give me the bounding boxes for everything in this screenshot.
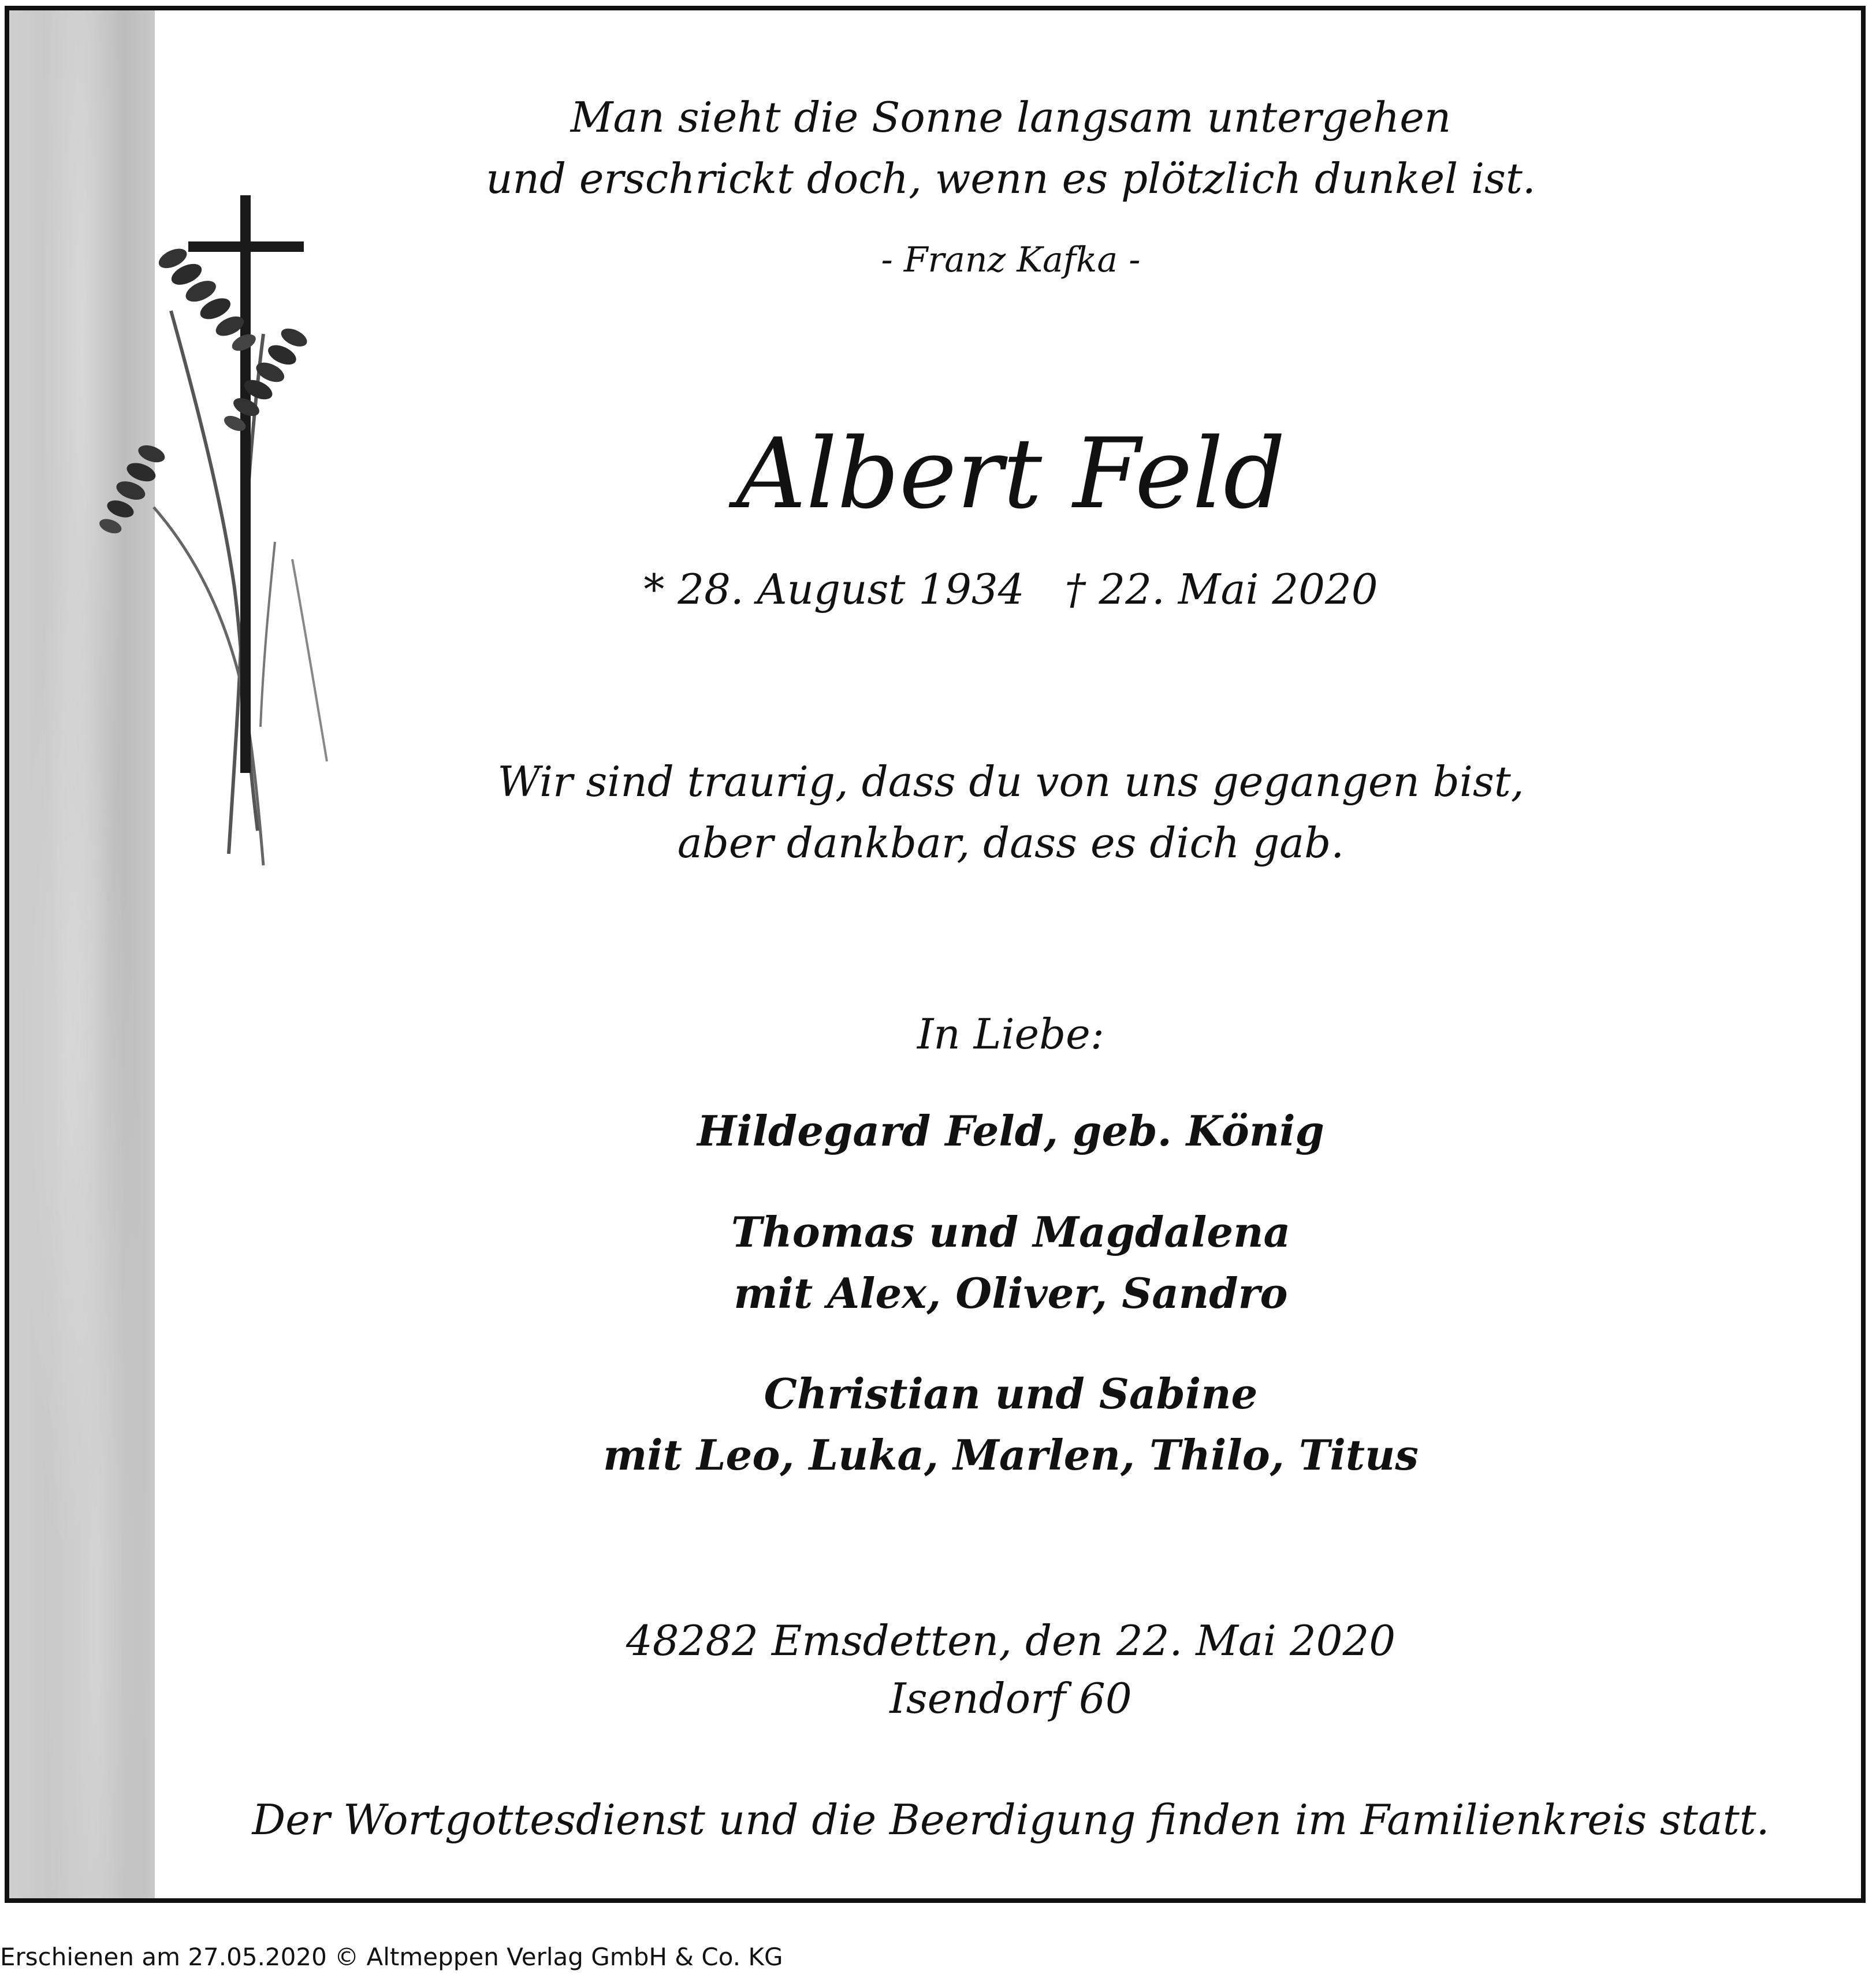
mourner-line: mit Alex, Oliver, Sandro (734, 1269, 1288, 1318)
mourner-line: Christian und Sabine (764, 1369, 1258, 1418)
mourner-line: mit Leo, Luka, Marlen, Thilo, Titus (603, 1430, 1419, 1479)
address-line: Isendorf 60 (889, 1674, 1132, 1723)
kafka-quote (347, 87, 1675, 209)
mourner-line: Hildegard Feld, geb. König (697, 1106, 1324, 1155)
mourners-intro: In Liebe: (917, 1010, 1105, 1058)
farewell-saying (347, 751, 1675, 873)
mourner-group (347, 1363, 1675, 1486)
birth-date: * 28. August 1934 (643, 565, 1025, 614)
mourner-group (347, 1100, 1675, 1162)
saying-line: Wir sind traurig, dass du von uns gegangen bist, (497, 757, 1524, 806)
mourner-line: Thomas und Magdalena (731, 1207, 1291, 1256)
address-block (347, 1612, 1675, 1727)
cross-with-wheat-icon (84, 184, 350, 877)
saying-line: aber dankbar, dass es dich gab. (677, 819, 1345, 867)
quote-line: Man sieht die Sonne langsam untergehen (570, 93, 1451, 142)
death-date: † 22. Mai 2020 (1064, 565, 1378, 614)
deceased-name: Albert Feld (736, 417, 1286, 530)
mourner-group (347, 1202, 1675, 1324)
quote-author: - Franz Kafka - (881, 240, 1141, 280)
funeral-notice: Der Wortgottesdienst und die Beerdigung finden im Familienkreis statt. (252, 1795, 1770, 1844)
address-line: 48282 Emsdetten, den 22. Mai 2020 (626, 1616, 1396, 1665)
publication-footer: Erschienen am 27.05.2020 © Altmeppen Verlag GmbH & Co. KG (0, 1943, 783, 1971)
life-dates (347, 560, 1675, 618)
quote-line: und erschrickt doch, wenn es plötzlich dunkel ist. (486, 154, 1536, 203)
